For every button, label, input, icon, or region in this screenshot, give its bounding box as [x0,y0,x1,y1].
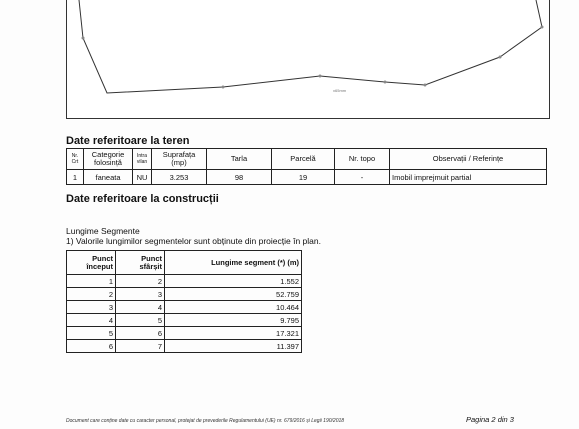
table-row [67,301,302,314]
parcel-outline [67,0,549,118]
cell-suprafata: 3.253 [152,170,207,185]
cell-nr: 1 [67,170,84,185]
col-nr: Nr. Crt [67,149,84,170]
cell-lungime: 10.464 [165,301,302,314]
table-row [67,327,302,340]
cell-parcela: 19 [272,170,335,185]
table-row [67,170,547,185]
col-categorie: Categorie folosință [84,149,133,170]
cell-lungime: 1.552 [165,275,302,288]
page-number: Pagina 2 din 3 [466,415,514,424]
plan-drawing [66,0,550,119]
segment-header-row [67,251,302,275]
cell-punct-inceput: 4 [67,314,116,327]
cell-lungime: 11.397 [165,340,302,353]
cell-intravilan: NU [133,170,152,185]
col-suprafata: Suprafața (mp) [152,149,207,170]
cell-punct-sfarsit: 6 [116,327,165,340]
segment-table [66,250,302,353]
cell-punct-sfarsit: 7 [116,340,165,353]
col-lungime: Lungime segment (*) (m) [165,251,302,275]
cell-punct-inceput: 3 [67,301,116,314]
cell-punct-inceput: 1 [67,275,116,288]
col-intravilan: Intra vilan [133,149,152,170]
cell-punct-sfarsit: 4 [116,301,165,314]
cell-punct-sfarsit: 2 [116,275,165,288]
lungime-section [66,226,321,246]
cell-lungime: 9.795 [165,314,302,327]
lungime-heading: Lungime Segmente [66,226,140,236]
table-row [67,340,302,353]
cell-punct-sfarsit: 5 [116,314,165,327]
cell-observatii: Imobil imprejmuit partial [390,170,547,185]
table-row [67,275,302,288]
col-parcela: Parcelă [272,149,335,170]
col-punct-sfarsit: Punct sfârșit [116,251,165,275]
cell-lungime: 52.759 [165,288,302,301]
cell-punct-inceput: 6 [67,340,116,353]
col-tarla: Tarla [207,149,272,170]
cell-categorie: faneata [84,170,133,185]
cell-nr-topo: - [335,170,390,185]
teren-table [66,148,547,185]
cell-punct-inceput: 5 [67,327,116,340]
constructii-title: Date referitoare la construcții [66,193,219,205]
footer-disclaimer: Document care conține date cu caracter personal, protejat de prevederile Regulamentului (UE) nr. 679/2016 și Legii 190/2018 [66,418,345,424]
teren-header-row [67,149,547,170]
cell-lungime: 17.321 [165,327,302,340]
map-label: x65mm [333,88,347,93]
cell-punct-inceput: 2 [67,288,116,301]
segment-rows [67,275,302,353]
cell-punct-sfarsit: 3 [116,288,165,301]
col-punct-inceput: Punct început [67,251,116,275]
teren-title: Date referitoare la teren [66,135,190,147]
vertex-markers [82,26,544,89]
col-nr-topo: Nr. topo [335,149,390,170]
cell-tarla: 98 [207,170,272,185]
col-observatii: Observații / Referințe [390,149,547,170]
lungime-note: 1) Valorile lungimilor segmentelor sunt obținute din proiecție în plan. [66,236,321,246]
table-row [67,314,302,327]
table-row [67,288,302,301]
